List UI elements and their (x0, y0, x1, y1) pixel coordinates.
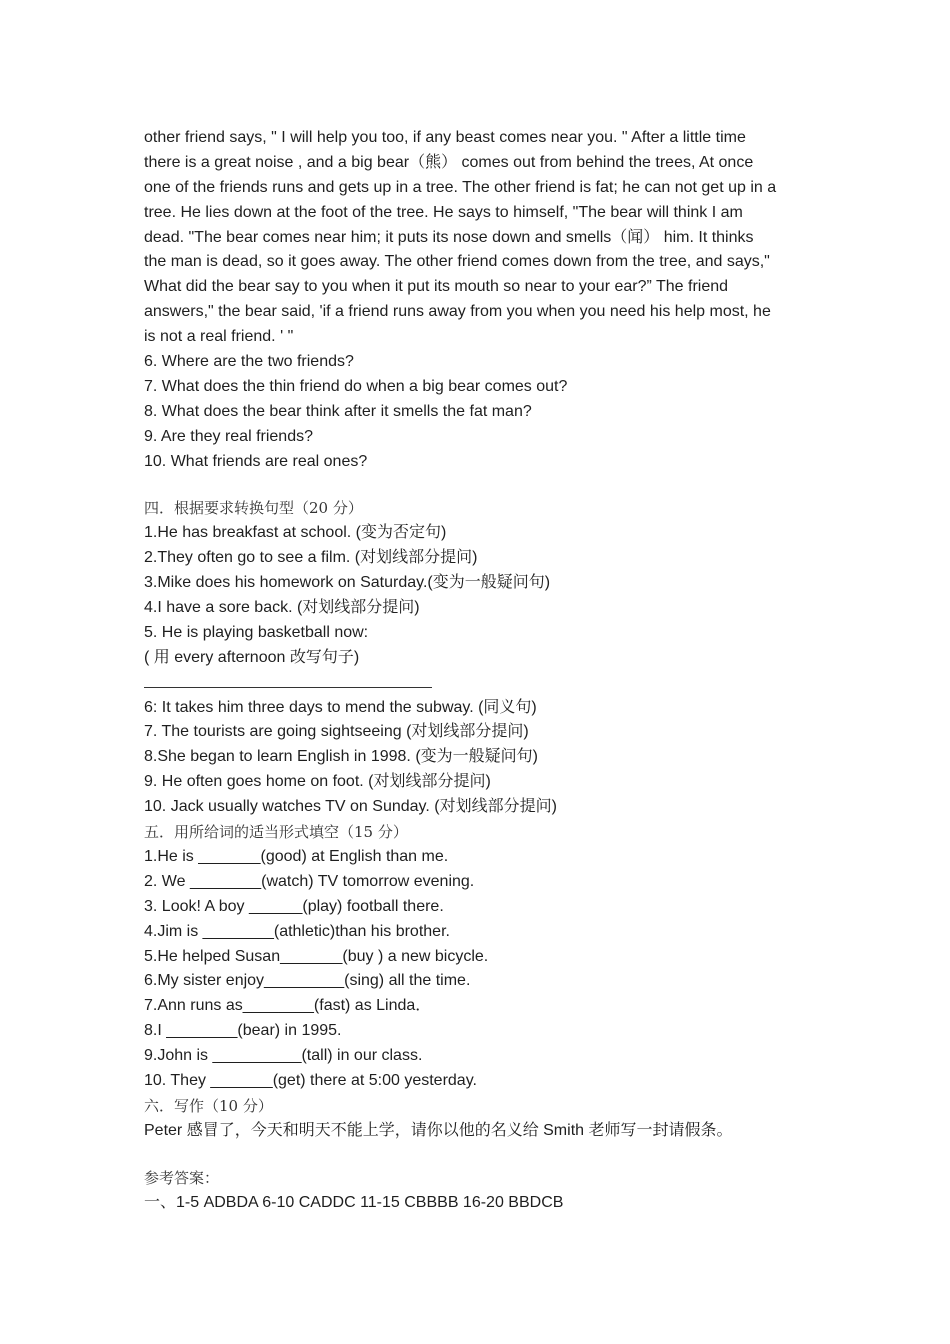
exercise-item: 5.He helped Susan_______(buy ) a new bicycle. (144, 947, 489, 965)
story-line: there is a great noise , and a big bear（熊） comes out from behind the trees, At once (144, 153, 754, 171)
section-4 (144, 496, 810, 820)
exercise-item: 7.Ann runs as________(fast) as Linda． (144, 997, 432, 1015)
exercise-item: 9. He often goes home on foot. (对划线部分提问) (144, 773, 491, 791)
spacer (144, 474, 810, 496)
story-line: answers," the bear said, 'if a friend runs away from you when you need his help most, he (144, 303, 771, 321)
exercise-item: 9.John is __________(tall) in our class. (144, 1047, 423, 1065)
exercise-item: 1.He is _______(good) at English than me. (144, 847, 449, 865)
exercise-item: 8.She began to learn English in 1998. (变为一般疑问句) (144, 748, 538, 766)
question-item: 8. What does the bear think after it smells the fat man? (144, 402, 532, 420)
story-paragraph (144, 126, 810, 350)
story-line: the man is dead, so it goes away. The other friend comes down from the tree, and says," (144, 253, 770, 271)
story-line: dead. "The bear comes near him; it puts its nose down and smells（闻） him. It thinks (144, 228, 754, 246)
spacer (144, 1144, 810, 1166)
section-title: 五．用所给词的适当形式填空（15 分） (144, 823, 408, 842)
exercise-item: 2.They often go to see a film. (对划线部分提问) (144, 549, 478, 567)
answer-blank-line (144, 671, 810, 696)
exercise-item: 8.I ________(bear) in 1995. (144, 1022, 342, 1040)
writing-prompt: Peter 感冒了，今天和明天不能上学，请你以他的名义给 Smith 老师写一封请假条。 (144, 1121, 733, 1139)
answer-key-line: 一、1-5 ADBDA 6-10 CADDC 11-15 CBBBB 16-20 BBDCB (144, 1193, 564, 1211)
exercise-item: 6: It takes him three days to mend the subway. (同义句) (144, 698, 537, 716)
question-item: 6. Where are the two friends? (144, 353, 354, 371)
document-body (144, 126, 810, 1215)
exercise-item: 7. The tourists are going sightseeing (对划线部分提问) (144, 723, 529, 741)
section-6 (144, 1094, 810, 1144)
question-item: 9. Are they real friends? (144, 427, 313, 445)
answer-key (144, 1166, 810, 1216)
section-title: 四．根据要求转换句型（20 分） (144, 499, 363, 518)
section-title: 六．写作（10 分） (144, 1096, 273, 1115)
underline-rule (144, 671, 432, 688)
exercise-item: 1.He has breakfast at school. (变为否定句) (144, 524, 447, 542)
exercise-item: 6.My sister enjoy_________(sing) all the time. (144, 972, 471, 990)
exercise-item: 2. We ________(watch) TV tomorrow evening. (144, 872, 475, 890)
exercise-item: 10. They _______(get) there at 5:00 yesterday. (144, 1071, 477, 1089)
exercise-item: 5. He is playing basketball now: (144, 623, 369, 641)
story-line: What did the bear say to you when it put its mouth so near to your ear?” The friend (144, 278, 729, 296)
story-line: tree. He lies down at the foot of the tree. He says to himself, "The bear will think I am (144, 203, 743, 221)
exercise-item: 4.I have a sore back. (对划线部分提问) (144, 599, 420, 617)
question-item: 7. What does the thin friend do when a big bear comes out? (144, 377, 568, 395)
exercise-item: ( 用 every afternoon 改写句子) (144, 648, 360, 666)
answer-key-title: 参考答案： (144, 1168, 220, 1187)
story-line: is not a real friend. ' " (144, 328, 294, 346)
exercise-item: 3. Look! A boy ______(play) football there. (144, 897, 444, 915)
exercise-item: 4.Jim is ________(athletic)than his brother. (144, 922, 450, 940)
exercise-item: 3.Mike does his homework on Saturday.(变为一般疑问句) (144, 574, 551, 592)
story-line: one of the friends runs and gets up in a tree. The other friend is fat; he can not get up in a (144, 178, 777, 196)
question-item: 10. What friends are real ones? (144, 452, 368, 470)
exercise-item: 10. Jack usually watches TV on Sunday. (对划线部分提问) (144, 798, 557, 816)
story-line: other friend says, " I will help you too, if any beast comes near you. " After a little time (144, 129, 746, 146)
section-5 (144, 820, 810, 1094)
question-list (144, 350, 810, 474)
